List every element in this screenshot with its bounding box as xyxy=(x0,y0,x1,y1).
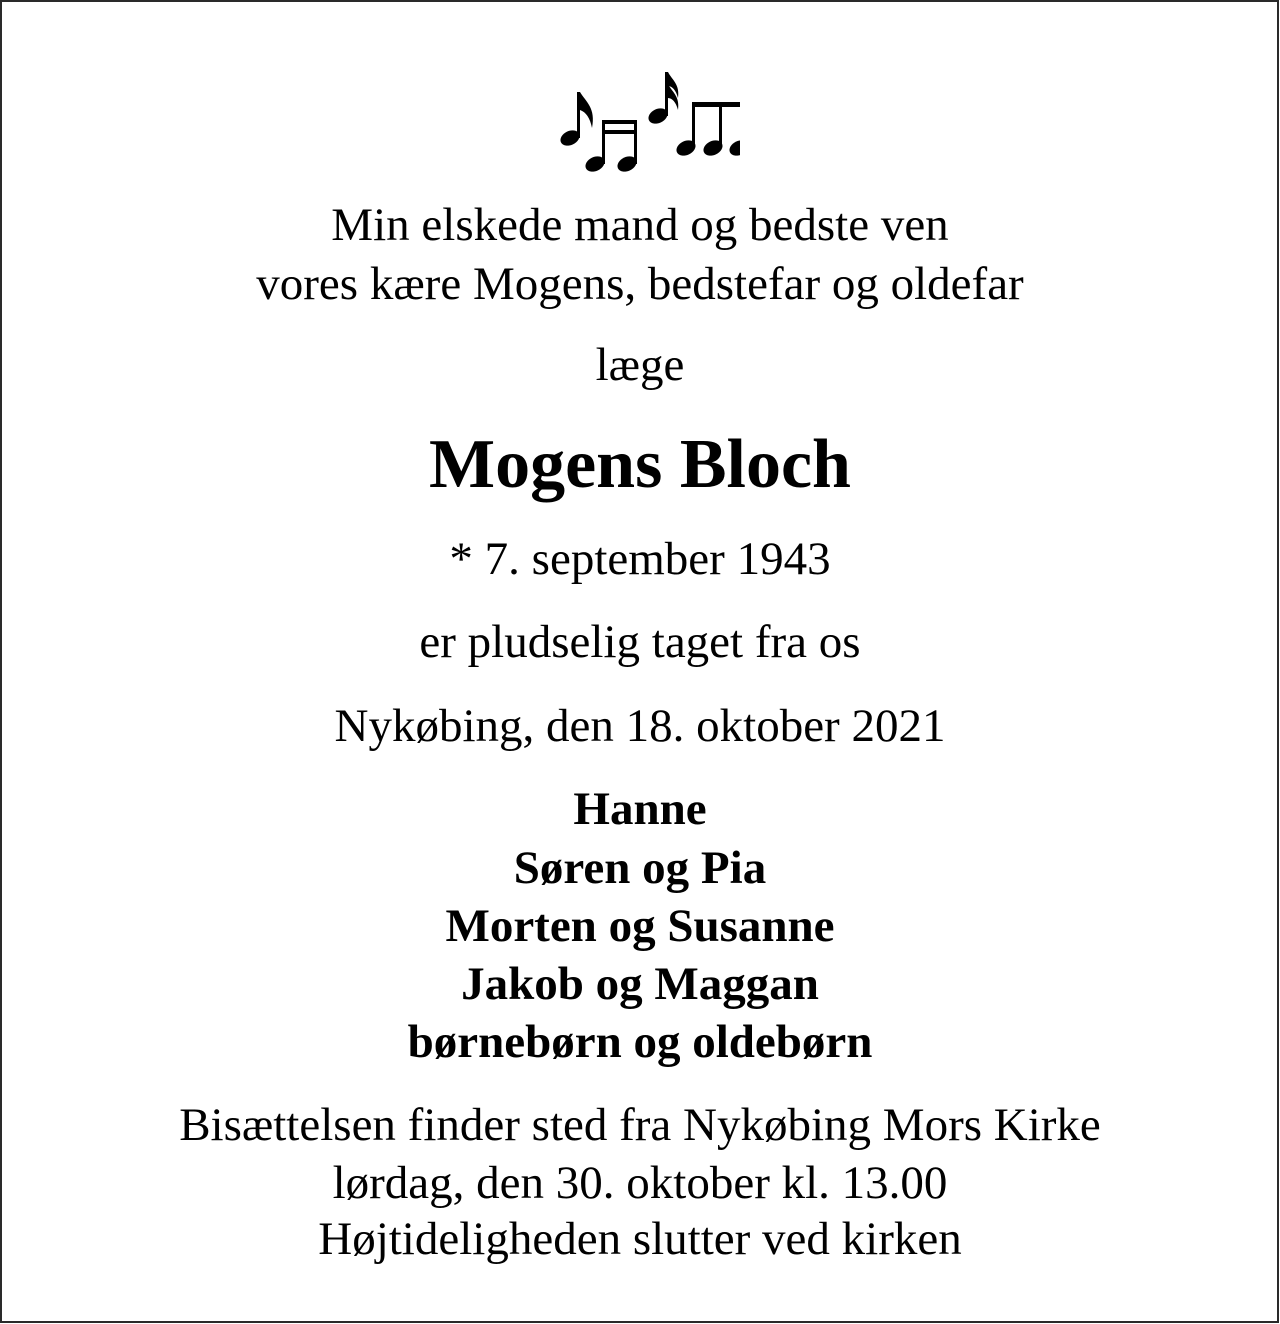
mourner-2: Søren og Pia xyxy=(513,842,767,894)
mourner-5: børnebørn og oldebørn xyxy=(407,1016,873,1068)
intro-line-1: Min elskede mand og bedste ven xyxy=(331,199,949,251)
intro-line-2: vores kære Mogens, bedstefar og oldefar xyxy=(256,258,1024,310)
place-and-date: Nykøbing, den 18. oktober 2021 xyxy=(334,700,946,752)
announcement-text: er pludselig taget fra os xyxy=(419,616,861,668)
mourner-3: Morten og Susanne xyxy=(445,900,835,952)
funeral-line-3: Højtideligheden slutter ved kirken xyxy=(318,1213,962,1265)
birth-date: * 7. september 1943 xyxy=(449,533,831,585)
deceased-name: Mogens Bloch xyxy=(429,426,851,503)
funeral-line-2: lørdag, den 30. oktober kl. 13.00 xyxy=(332,1157,948,1209)
funeral-line-1: Bisættelsen finder sted fra Nykøbing Mors Kirke xyxy=(179,1099,1101,1151)
music-notes-icon xyxy=(540,58,740,176)
mourner-4: Jakob og Maggan xyxy=(461,958,819,1010)
mourner-1: Hanne xyxy=(573,783,707,835)
occupation-title: læge xyxy=(595,339,685,391)
